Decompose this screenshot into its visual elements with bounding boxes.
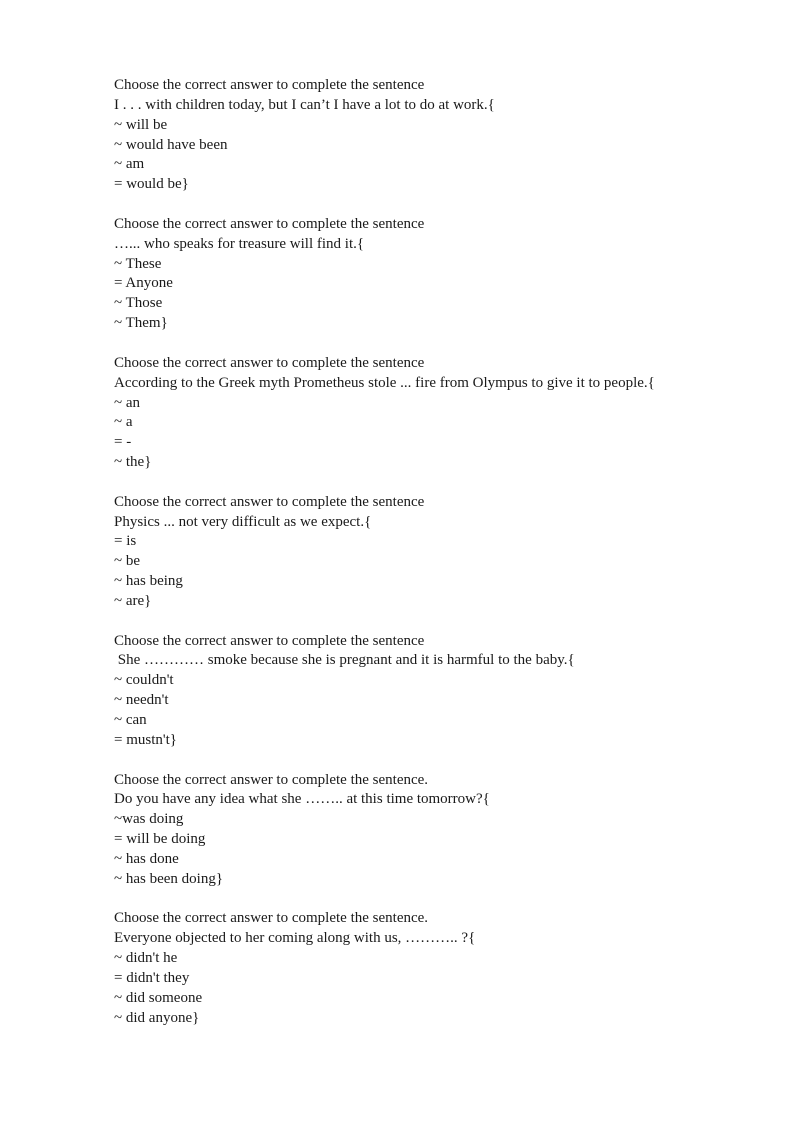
answer-option: ~ has been doing} (114, 870, 224, 887)
answer-option: = is (114, 533, 137, 550)
answer-option: ~ the} (114, 454, 152, 471)
question-instruction: Choose the correct answer to complete the sentence (114, 215, 425, 232)
answer-option: ~ did someone (114, 989, 203, 1006)
answer-option: ~ can (114, 712, 147, 728)
question-instruction: Choose the correct answer to complete the sentence (114, 632, 425, 649)
question-instruction: Choose the correct answer to complete the sentence. (114, 910, 429, 927)
question-stem: …... who speaks for treasure will find it.{ (114, 235, 365, 252)
answer-option: = Anyone (114, 275, 173, 292)
question-block (114, 76, 754, 195)
question-block (114, 771, 754, 890)
answer-option: ~ would have been (114, 136, 228, 153)
question-stem: According to the Greek myth Prometheus stole ... fire from Olympus to give it to people.{ (114, 374, 655, 391)
answer-option: ~ has done (114, 850, 179, 867)
question-instruction: Choose the correct answer to complete the sentence (114, 493, 425, 510)
question-instruction: Choose the correct answer to complete the sentence (114, 354, 425, 371)
answer-option: ~ did anyone} (114, 1009, 200, 1026)
answer-option: = would be} (114, 176, 189, 193)
answer-option: ~ has being (114, 573, 183, 590)
answer-option: ~was doing (114, 811, 184, 828)
answer-option: ~ didn't he (114, 950, 178, 967)
question-block (114, 493, 754, 612)
answer-option: ~ Those (114, 295, 163, 312)
answer-option: ~ needn't (114, 692, 169, 709)
answer-option: ~ will be (114, 116, 168, 133)
answer-option: ~ be (114, 553, 141, 570)
answer-option: ~ couldn't (114, 672, 174, 689)
answer-option: ~ are} (114, 592, 152, 609)
question-block (114, 215, 754, 334)
answer-option: ~ These (114, 255, 162, 272)
answer-option: = - (114, 434, 132, 451)
document-page (114, 76, 754, 1048)
question-stem: I . . . with children today, but I can’t I have a lot to do at work.{ (114, 96, 495, 113)
question-stem: Everyone objected to her coming along with us, ……….. ?{ (114, 930, 476, 947)
question-block (114, 632, 754, 751)
question-block (114, 909, 754, 1028)
question-instruction: Choose the correct answer to complete the sentence. (114, 771, 429, 788)
answer-option: = didn't they (114, 969, 190, 986)
question-instruction: Choose the correct answer to complete the sentence (114, 77, 425, 93)
answer-option: ~ Them} (114, 315, 168, 332)
answer-option: = will be doing (114, 831, 206, 848)
answer-option: ~ am (114, 156, 145, 173)
answer-option: ~ a (114, 414, 133, 431)
answer-option: ~ an (114, 394, 141, 411)
question-block (114, 354, 754, 473)
question-stem: Physics ... not very difficult as we expect.{ (114, 513, 372, 530)
question-stem: Do you have any idea what she …….. at this time tomorrow?{ (114, 791, 490, 808)
question-stem: She ………… smoke because she is pregnant and it is harmful to the baby.{ (114, 652, 575, 669)
answer-option: = mustn't} (114, 731, 177, 748)
